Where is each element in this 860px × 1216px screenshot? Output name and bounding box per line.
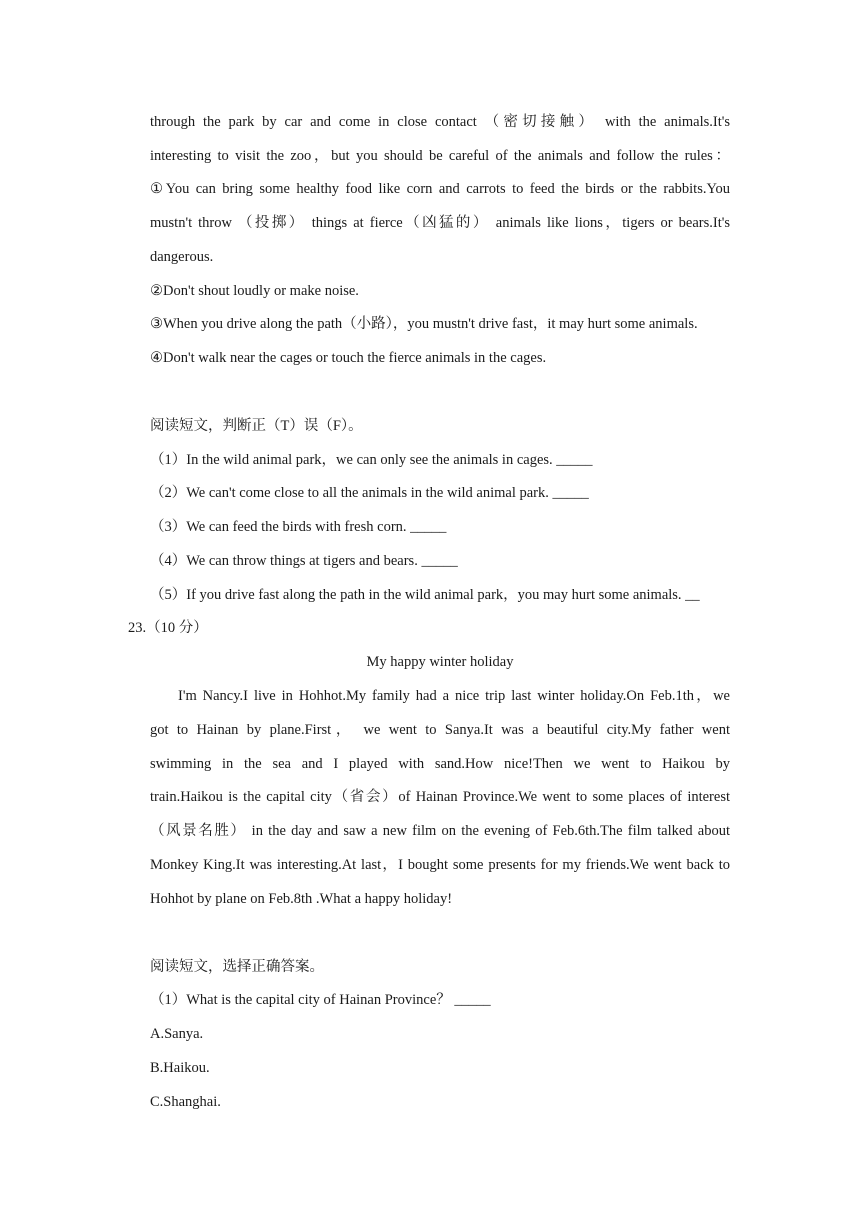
task2-option-b: B.Haikou. bbox=[150, 1060, 210, 1076]
task2-instruction: 阅读短文，选择正确答案。 bbox=[150, 959, 324, 975]
question23-title: My happy winter holiday bbox=[366, 654, 514, 670]
task2-option-c: C.Shanghai. bbox=[150, 1094, 221, 1110]
question23-header: 23.（10 分） bbox=[128, 620, 208, 636]
task1-item-3: （3）We can feed the birds with fresh corn. _____ bbox=[150, 519, 447, 535]
passage1-line-5: dangerous. bbox=[150, 249, 214, 265]
question23-line-3: swimming in the sea and I played with sand.How nice!Then we went to Haikou by bbox=[150, 756, 730, 772]
passage1-line-4: mustn't throw （投掷） things at fierce（凶猛的） animals like lions，tigers or bears.It's bbox=[150, 215, 730, 231]
task1-item-4: （4）We can throw things at tigers and bears. _____ bbox=[150, 553, 458, 569]
question23-line-6: Monkey King.It was interesting.At last，I bought some presents for my friends.We went back to bbox=[150, 857, 730, 873]
passage1-line-6: ②Don't shout loudly or make noise. bbox=[150, 283, 359, 299]
task1-item-1: （1）In the wild animal park，we can only see the animals in cages. _____ bbox=[150, 452, 593, 468]
task2-option-a: A.Sanya. bbox=[150, 1026, 204, 1042]
task2-question-1: （1）What is the capital city of Hainan Province？ _____ bbox=[150, 992, 491, 1008]
question23-line-5: （风景名胜） in the day and saw a new film on the evening of Feb.6th.The film talked about bbox=[150, 823, 730, 839]
passage1-line-8: ④Don't walk near the cages or touch the fierce animals in the cages. bbox=[150, 350, 547, 366]
passage1-line-7: ③When you drive along the path（小路），you mustn't drive fast，it may hurt some animals. bbox=[150, 316, 698, 332]
passage1-line-1: through the park by car and come in close contact （密切接触） with the animals.It's bbox=[150, 114, 730, 130]
passage1-line-3: ①You can bring some healthy food like corn and carrots to feed the birds or the rabbits.You bbox=[150, 181, 730, 197]
question23-line-2: got to Hainan by plane.First， we went to Sanya.It was a beautiful city.My father went bbox=[150, 722, 730, 738]
task1-item-5: （5）If you drive fast along the path in the wild animal park，you may hurt some animals. __ bbox=[150, 587, 700, 603]
passage1-line-2: interesting to visit the zoo，but you should be careful of the animals and follow the rules： bbox=[150, 148, 730, 164]
question23-line-4: train.Haikou is the capital city（省会）of Hainan Province.We went to some places of interest bbox=[150, 789, 730, 805]
question23-line-7: Hohhot by plane on Feb.8th .What a happy holiday! bbox=[150, 891, 453, 907]
question23-line-1: I'm Nancy.I live in Hohhot.My family had a nice trip last winter holiday.On Feb.1th，we bbox=[178, 688, 730, 704]
task1-item-2: （2）We can't come close to all the animals in the wild animal park. _____ bbox=[150, 485, 589, 501]
task1-instruction: 阅读短文，判断正（T）误（F）。 bbox=[150, 418, 363, 434]
